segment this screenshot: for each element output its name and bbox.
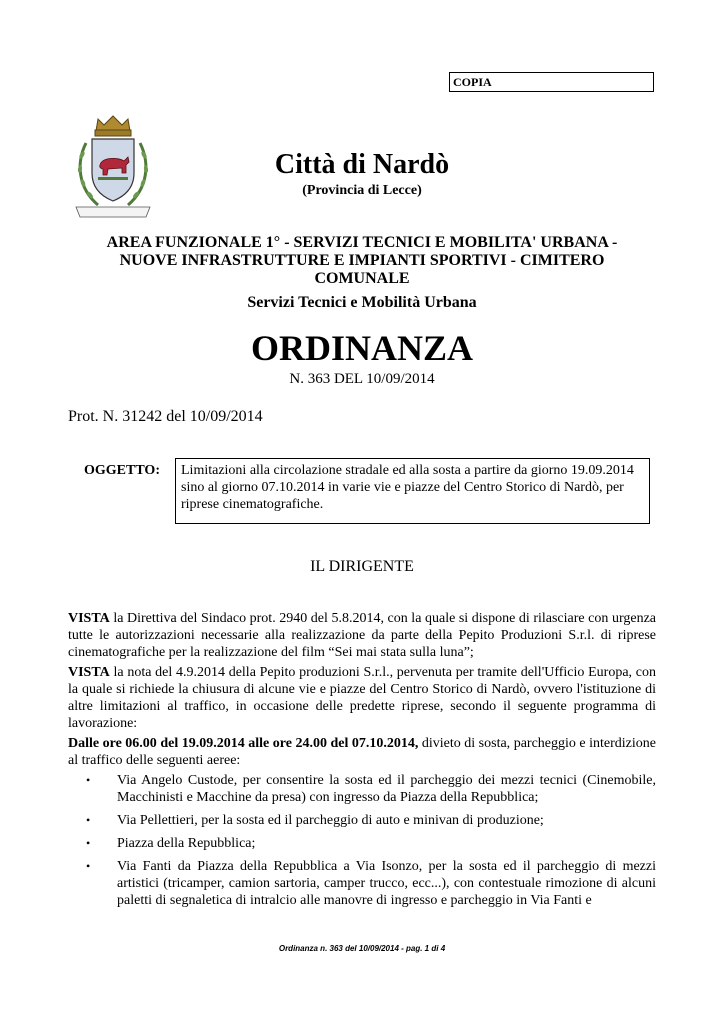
paragraph-text: la nota del 4.9.2014 della Pepito produzioni S.r.l., pervenuta per tramite dell'Ufficio Europa, con la quale si richiede la chiusura di alcune vie e piazze del Centro Storico di Nardò, ovvero l'istituzione di altre limitazioni al traffico, in occasione delle predette riprese, secondo il seguente programma di lavorazione:: [68, 665, 656, 731]
page-footer: Ordinanza n. 363 del 10/09/2014 - pag. 1 di 4: [278, 944, 446, 953]
document-body: [68, 610, 656, 915]
paragraph-lead: VISTA: [68, 611, 110, 626]
list-item-text: Piazza della Repubblica;: [117, 836, 256, 851]
list-item: [68, 858, 656, 909]
protocol-number: Prot. N. 31242 del 10/09/2014: [68, 408, 263, 425]
province-subtitle: (Provincia di Lecce): [302, 183, 422, 198]
oggetto-text: Limitazioni alla circolazione stradale ed alla sosta a partire da giorno 19.09.2014 sino al giorno 07.10.2014 in varie vie e piazze del Centro Storico di Nardò, per riprese cinematografiche.: [175, 458, 650, 524]
bullet-icon: •: [86, 813, 91, 827]
coat-of-arms-icon: [68, 113, 158, 221]
area-line: COMUNALE: [314, 270, 410, 287]
ordinanza-number: N. 363 DEL 10/09/2014: [289, 371, 435, 387]
area-line: NUOVE INFRASTRUTTURE E IMPIANTI SPORTIVI - CIMITERO: [119, 252, 605, 269]
servizi-heading: Servizi Tecnici e Mobilità Urbana: [247, 294, 477, 311]
paragraph-vista-1: [68, 610, 656, 661]
paragraph-schedule: [68, 735, 656, 769]
list-item: [68, 835, 656, 852]
list-item-text: Via Fanti da Piazza della Repubblica a Via Isonzo, per la sosta ed il parcheggio di mezzi artistici (tricamper, camion sartoria, camper trucco, ecc...), con contestuale rimozione di alcuni paletti di segnaletica di intralcio alle manovre di ingresso e parcheggio in Via Fanti e: [117, 859, 656, 908]
dirigente-heading: IL DIRIGENTE: [310, 558, 414, 575]
paragraph-lead: Dalle ore 06.00 del 19.09.2014 alle ore 24.00 del 07.10.2014,: [68, 736, 419, 751]
paragraph-lead: VISTA: [68, 665, 110, 680]
list-item-text: Via Pellettieri, per la sosta ed il parcheggio di auto e minivan di produzione;: [117, 813, 544, 828]
list-item: [68, 812, 656, 829]
list-item: [68, 772, 656, 806]
city-title: Città di Nardò: [274, 149, 450, 180]
area-line: AREA FUNZIONALE 1° - SERVIZI TECNICI E MOBILITA' URBANA -: [106, 234, 618, 251]
paragraph-vista-2: [68, 664, 656, 732]
bullet-icon: •: [86, 773, 91, 787]
area-heading: [60, 234, 664, 288]
ordinanza-title: ORDINANZA: [250, 328, 473, 368]
copia-label: COPIA: [449, 72, 654, 92]
oggetto-label: OGGETTO:: [84, 463, 160, 478]
bullet-icon: •: [86, 836, 91, 850]
paragraph-text: la Direttiva del Sindaco prot. 2940 del 5.8.2014, con la quale si dispone di rilasciare con urgenza tutte le autorizzazioni necessarie alla realizzazione da parte della Pepito Produzioni S.r.l. di riprese cinematografiche per la realizzazione del film “Sei mai stata sulla luna”;: [68, 611, 656, 660]
list-item-text: Via Angelo Custode, per consentire la sosta ed il parcheggio dei mezzi tecnici (Cinemobile, Macchinisti e Macchine da presa) con ingresso da Piazza della Repubblica;: [117, 773, 656, 805]
bullet-icon: •: [86, 859, 91, 873]
area-list: [68, 772, 656, 909]
paragraph-text: divieto di sosta, parcheggio e interdizione al traffico delle seguenti aeree:: [68, 736, 656, 768]
